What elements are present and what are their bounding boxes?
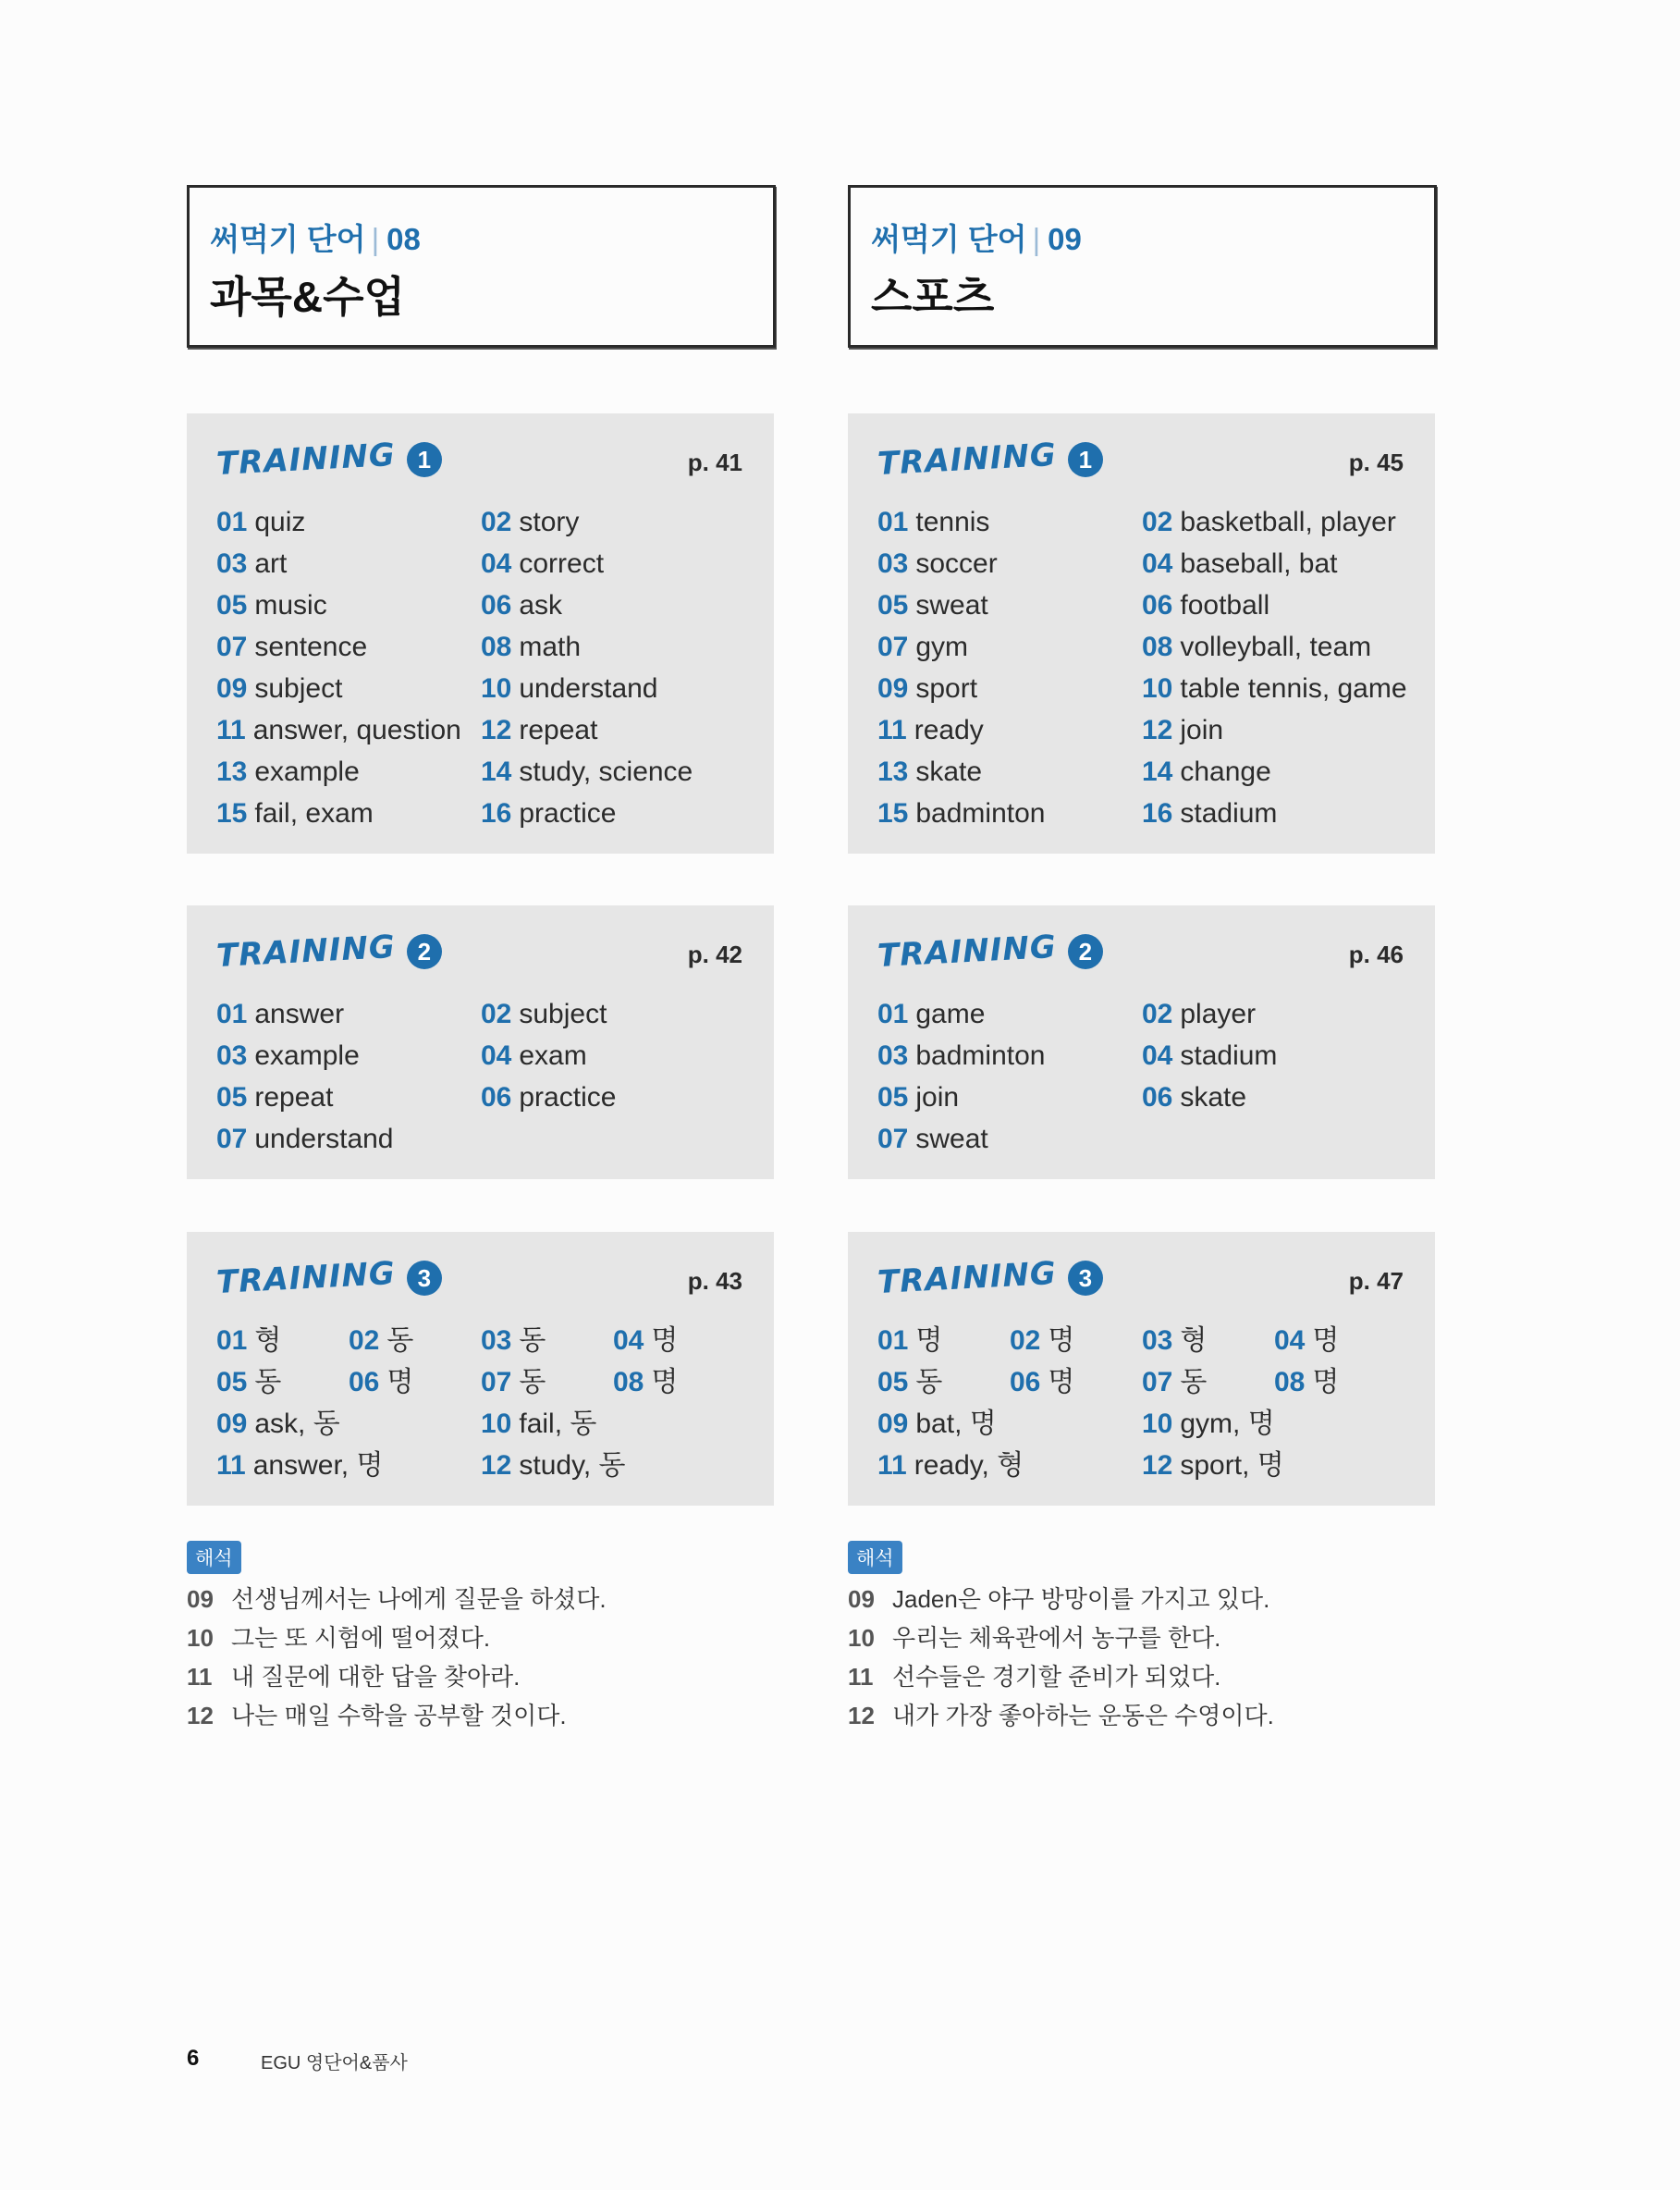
item-text: correct (519, 548, 605, 579)
sentence-number: 09 (187, 1585, 214, 1613)
answer-item (481, 751, 758, 793)
item-number: 04 (481, 1040, 512, 1071)
item-text: soccer (915, 548, 998, 579)
item-number: 12 (1142, 715, 1173, 745)
answer-item (1142, 1035, 1419, 1077)
training-number-badge: 3 (407, 1261, 442, 1296)
item-text: answer, question (252, 715, 461, 745)
unit-title: 과목&수업 (210, 273, 405, 321)
answer-item (216, 1403, 481, 1445)
training-heading (215, 436, 442, 484)
item-number: 08 (1274, 1367, 1306, 1397)
answer-item (613, 1320, 745, 1361)
item-number: 01 (216, 1325, 248, 1356)
item-text: example (254, 757, 360, 787)
item-text: 동 (519, 1325, 546, 1356)
item-number: 03 (481, 1325, 512, 1356)
sentence-text: 우리는 체육관에서 농구를 한다. (892, 1624, 1221, 1652)
item-text: 형 (254, 1325, 282, 1356)
answer-item (613, 1361, 745, 1403)
unit-title-box (848, 185, 1437, 348)
answer-item (1142, 626, 1419, 668)
answer-item (877, 709, 1142, 751)
translation-badge-row (187, 1541, 774, 1574)
training-word: TRAINING (215, 1254, 397, 1302)
training-heading (877, 928, 1103, 976)
answer-item (1142, 1403, 1406, 1445)
answer-item (481, 993, 758, 1035)
training-3-panel (187, 1232, 774, 1506)
training-number-badge: 2 (407, 934, 442, 969)
answer-item (481, 1035, 758, 1077)
answer-item (877, 1361, 1010, 1403)
page-reference: p. 47 (1348, 1267, 1404, 1295)
item-number: 04 (481, 548, 512, 579)
sentence-text: 내 질문에 대한 답을 찾아라. (231, 1663, 521, 1691)
item-number: 03 (216, 548, 248, 579)
item-number: 08 (613, 1367, 644, 1397)
answer-item (481, 1320, 613, 1361)
item-text: stadium (1180, 1040, 1278, 1071)
answer-item (877, 501, 1142, 543)
answer-item (1142, 1361, 1274, 1403)
answer-item (877, 1118, 1142, 1160)
item-text: math (519, 632, 582, 662)
item-number: 02 (481, 999, 512, 1029)
item-text: answer, 명 (252, 1450, 384, 1481)
page-reference: p. 42 (687, 941, 742, 968)
item-text: 명 (1312, 1367, 1340, 1397)
answer-grid (216, 1320, 745, 1486)
page-reference: p. 45 (1348, 449, 1404, 476)
item-text: sweat (915, 590, 988, 621)
item-number: 08 (481, 632, 512, 662)
training-number-badge: 1 (407, 442, 442, 477)
answer-item (216, 993, 481, 1035)
item-text: volleyball, team (1180, 632, 1372, 662)
answer-grid (216, 501, 758, 834)
item-number: 07 (216, 1124, 248, 1154)
item-text: answer (254, 999, 345, 1029)
item-text: tennis (915, 507, 990, 537)
sentence-number: 10 (187, 1624, 214, 1652)
item-number: 15 (877, 798, 909, 829)
answer-item (877, 543, 1142, 584)
item-text: 동 (386, 1325, 414, 1356)
item-text: gym (915, 632, 969, 662)
item-text: table tennis, game (1180, 673, 1407, 704)
training-word: TRAINING (877, 1254, 1058, 1302)
training-word: TRAINING (877, 928, 1058, 976)
translation-block (848, 1541, 1435, 1735)
item-number: 01 (216, 999, 248, 1029)
item-text: ask, 동 (254, 1409, 340, 1439)
item-text: sentence (254, 632, 368, 662)
item-text: 명 (1048, 1325, 1075, 1356)
training-heading (877, 1254, 1103, 1302)
item-number: 06 (481, 1082, 512, 1113)
item-text: 명 (1312, 1325, 1340, 1356)
item-text: badminton (915, 1040, 1046, 1071)
page-number: 6 (187, 2046, 200, 2071)
unit-title-box (187, 185, 776, 348)
item-number: 10 (1142, 673, 1173, 704)
item-text: ready (914, 715, 984, 745)
answer-item (877, 1320, 1010, 1361)
item-text: study, 동 (519, 1450, 626, 1481)
item-number: 11 (216, 1450, 246, 1481)
training-2-panel (187, 905, 774, 1179)
training-number-badge: 2 (1068, 934, 1103, 969)
item-number: 02 (1142, 999, 1173, 1029)
item-text: sport, 명 (1180, 1450, 1284, 1481)
item-text: practice (519, 1082, 617, 1113)
item-text: 명 (651, 1325, 679, 1356)
translation-block (187, 1541, 774, 1735)
sentence-number: 11 (848, 1663, 874, 1691)
item-number: 04 (1274, 1325, 1306, 1356)
unit-label (210, 215, 421, 259)
item-number: 04 (1142, 1040, 1173, 1071)
item-text: story (519, 507, 580, 537)
answer-item (877, 668, 1142, 709)
unit-title: 스포츠 (871, 273, 995, 321)
item-number: 01 (877, 999, 909, 1029)
item-number: 09 (216, 673, 248, 704)
answer-item (349, 1320, 481, 1361)
answer-grid (877, 501, 1419, 834)
answer-item (877, 1035, 1142, 1077)
answer-item (216, 501, 481, 543)
item-number: 07 (877, 1124, 909, 1154)
answer-item (1142, 584, 1419, 626)
answer-item (216, 543, 481, 584)
answer-item (1142, 668, 1419, 709)
unit-number: 09 (1048, 222, 1082, 256)
answer-item (877, 751, 1142, 793)
training-word: TRAINING (877, 436, 1058, 484)
answer-item (1010, 1320, 1142, 1361)
item-text: ask (519, 590, 563, 621)
answer-item (216, 1361, 349, 1403)
answer-item (481, 793, 758, 834)
sentence-number: 12 (848, 1702, 875, 1729)
answer-item (481, 626, 758, 668)
answer-item (216, 1118, 481, 1160)
item-number: 09 (877, 1409, 909, 1439)
item-text: baseball, bat (1180, 548, 1338, 579)
training-1-panel (187, 413, 774, 854)
item-text: 동 (915, 1367, 943, 1397)
item-number: 14 (1142, 757, 1173, 787)
item-text: bat, 명 (915, 1409, 997, 1439)
item-number: 01 (877, 1325, 909, 1356)
item-number: 06 (349, 1367, 380, 1397)
sentence-text: 선생님께서는 나에게 질문을 하셨다. (231, 1585, 607, 1613)
item-number: 14 (481, 757, 512, 787)
item-number: 02 (349, 1325, 380, 1356)
item-number: 06 (1142, 1082, 1173, 1113)
item-text: basketball, player (1180, 507, 1396, 537)
sentence-number: 11 (187, 1663, 213, 1691)
item-number: 10 (481, 1409, 512, 1439)
answer-item (1142, 1445, 1406, 1486)
item-number: 03 (877, 1040, 909, 1071)
sentence-number: 12 (187, 1702, 214, 1729)
item-number: 05 (877, 590, 909, 621)
answer-item (1274, 1320, 1406, 1361)
training-word: TRAINING (215, 928, 397, 976)
answer-item (216, 793, 481, 834)
answer-item (1142, 709, 1419, 751)
training-3-panel (848, 1232, 1435, 1506)
item-text: study, science (519, 757, 693, 787)
answer-item (1142, 1077, 1419, 1118)
item-text: 명 (915, 1325, 943, 1356)
item-number: 04 (1142, 548, 1173, 579)
item-text: skate (1180, 1082, 1247, 1113)
item-number: 05 (877, 1367, 909, 1397)
item-number: 11 (877, 715, 907, 745)
item-text: football (1180, 590, 1270, 621)
item-number: 03 (877, 548, 909, 579)
answer-item (216, 584, 481, 626)
item-number: 02 (1142, 507, 1173, 537)
item-text: fail, exam (254, 798, 374, 829)
answer-item (349, 1361, 481, 1403)
item-number: 05 (877, 1082, 909, 1113)
item-text: understand (254, 1124, 394, 1154)
item-number: 05 (216, 590, 248, 621)
item-text: repeat (519, 715, 598, 745)
item-number: 16 (1142, 798, 1173, 829)
item-text: player (1180, 999, 1257, 1029)
translation-badge: 해석 (848, 1541, 902, 1574)
translation-sentence (187, 1657, 774, 1696)
answer-item (481, 668, 758, 709)
item-text: sport (915, 673, 978, 704)
answer-item (216, 1445, 481, 1486)
unit-label-text: 써먹기 단어 (210, 222, 366, 256)
item-text: ready, 형 (914, 1450, 1024, 1481)
answer-item (877, 1445, 1142, 1486)
item-number: 03 (216, 1040, 248, 1071)
answer-item (216, 1077, 481, 1118)
answer-item (877, 993, 1142, 1035)
answer-item (216, 668, 481, 709)
answer-grid (877, 1320, 1406, 1486)
page-reference: p. 41 (687, 449, 742, 476)
item-number: 13 (877, 757, 909, 787)
item-number: 07 (1142, 1367, 1173, 1397)
translation-sentence (187, 1580, 774, 1618)
item-number: 11 (216, 715, 246, 745)
item-text: 명 (386, 1367, 414, 1397)
item-number: 05 (216, 1367, 248, 1397)
unit-label (871, 215, 1082, 259)
answer-item (216, 709, 481, 751)
book-title: EGU 영단어&품사 (261, 2053, 408, 2073)
item-number: 06 (1010, 1367, 1041, 1397)
answer-item (216, 1320, 349, 1361)
training-word: TRAINING (215, 436, 397, 484)
answer-item (216, 1035, 481, 1077)
item-text: stadium (1180, 798, 1278, 829)
item-number: 12 (481, 1450, 512, 1481)
item-text: subject (254, 673, 343, 704)
item-number: 10 (1142, 1409, 1173, 1439)
answer-item (877, 626, 1142, 668)
item-number: 16 (481, 798, 512, 829)
item-text: join (1180, 715, 1224, 745)
item-number: 02 (481, 507, 512, 537)
translation-badge: 해석 (187, 1541, 241, 1574)
item-text: 동 (519, 1367, 546, 1397)
page-reference: p. 43 (687, 1267, 742, 1295)
training-heading (215, 1254, 442, 1302)
item-text: understand (519, 673, 658, 704)
answer-item (1142, 793, 1419, 834)
item-text: 명 (651, 1367, 679, 1397)
item-number: 12 (481, 715, 512, 745)
item-text: 동 (1180, 1367, 1208, 1397)
answer-item (481, 1403, 745, 1445)
item-text: 형 (1180, 1325, 1208, 1356)
answer-item (1142, 993, 1419, 1035)
answer-item (877, 1403, 1142, 1445)
item-text: fail, 동 (519, 1409, 597, 1439)
item-number: 05 (216, 1082, 248, 1113)
answer-grid (216, 993, 758, 1160)
item-text: gym, 명 (1180, 1409, 1275, 1439)
item-number: 08 (1142, 632, 1173, 662)
training-heading (215, 928, 442, 976)
item-text: exam (519, 1040, 587, 1071)
item-text: 동 (254, 1367, 282, 1397)
item-number: 11 (877, 1450, 907, 1481)
item-text: music (254, 590, 327, 621)
answer-item (481, 709, 758, 751)
answer-item (481, 543, 758, 584)
item-number: 02 (1010, 1325, 1041, 1356)
item-number: 15 (216, 798, 248, 829)
answer-item (1142, 543, 1419, 584)
sentence-number: 09 (848, 1585, 875, 1613)
unit-label-text: 써먹기 단어 (871, 222, 1027, 256)
item-number: 09 (216, 1409, 248, 1439)
answer-grid (877, 993, 1419, 1160)
item-text: skate (915, 757, 983, 787)
item-number: 07 (877, 632, 909, 662)
unit-number: 08 (386, 222, 421, 256)
item-number: 04 (613, 1325, 644, 1356)
item-text: art (254, 548, 288, 579)
answer-item (1142, 1320, 1274, 1361)
answer-item (1142, 751, 1419, 793)
item-text: game (915, 999, 986, 1029)
item-text: practice (519, 798, 617, 829)
answer-item (216, 751, 481, 793)
sentence-text: 그는 또 시험에 떨어졌다. (231, 1624, 491, 1652)
training-number-badge: 3 (1068, 1261, 1103, 1296)
translation-sentence (848, 1618, 1435, 1657)
item-text: repeat (254, 1082, 334, 1113)
answer-item (481, 1077, 758, 1118)
training-heading (877, 436, 1103, 484)
item-text: quiz (254, 507, 306, 537)
answer-item (481, 1445, 745, 1486)
item-number: 01 (877, 507, 909, 537)
answer-item (1142, 501, 1419, 543)
training-2-panel (848, 905, 1435, 1179)
sentence-text: 내가 가장 좋아하는 운동은 수영이다. (892, 1702, 1274, 1729)
answer-item (481, 1361, 613, 1403)
answer-item (877, 584, 1142, 626)
translation-badge-row (848, 1541, 1435, 1574)
item-text: join (915, 1082, 960, 1113)
item-text: example (254, 1040, 360, 1071)
item-number: 01 (216, 507, 248, 537)
separator: | (371, 222, 380, 256)
answer-item (481, 584, 758, 626)
translation-sentence (848, 1657, 1435, 1696)
page-reference: p. 46 (1348, 941, 1404, 968)
item-number: 10 (481, 673, 512, 704)
translation-sentence (187, 1618, 774, 1657)
answer-item (481, 501, 758, 543)
answer-item (877, 1077, 1142, 1118)
item-number: 12 (1142, 1450, 1173, 1481)
answer-item (1274, 1361, 1406, 1403)
translation-sentence (848, 1580, 1435, 1618)
item-text: badminton (915, 798, 1046, 829)
separator: | (1032, 222, 1041, 256)
item-number: 09 (877, 673, 909, 704)
training-1-panel (848, 413, 1435, 854)
item-number: 07 (216, 632, 248, 662)
sentence-text: 선수들은 경기할 준비가 되었다. (892, 1663, 1221, 1691)
item-text: subject (519, 999, 607, 1029)
sentence-text: 나는 매일 수학을 공부할 것이다. (231, 1702, 567, 1729)
item-text: sweat (915, 1124, 988, 1154)
item-number: 06 (1142, 590, 1173, 621)
translation-sentence (187, 1696, 774, 1735)
answer-item (1010, 1361, 1142, 1403)
item-text: 명 (1048, 1367, 1075, 1397)
sentence-number: 10 (848, 1624, 875, 1652)
item-text: change (1180, 757, 1271, 787)
training-number-badge: 1 (1068, 442, 1103, 477)
sentence-text: Jaden은 야구 방망이를 가지고 있다. (892, 1585, 1270, 1613)
item-number: 07 (481, 1367, 512, 1397)
answer-item (216, 626, 481, 668)
item-number: 06 (481, 590, 512, 621)
answer-item (877, 793, 1142, 834)
item-number: 13 (216, 757, 248, 787)
translation-sentence (848, 1696, 1435, 1735)
item-number: 03 (1142, 1325, 1173, 1356)
